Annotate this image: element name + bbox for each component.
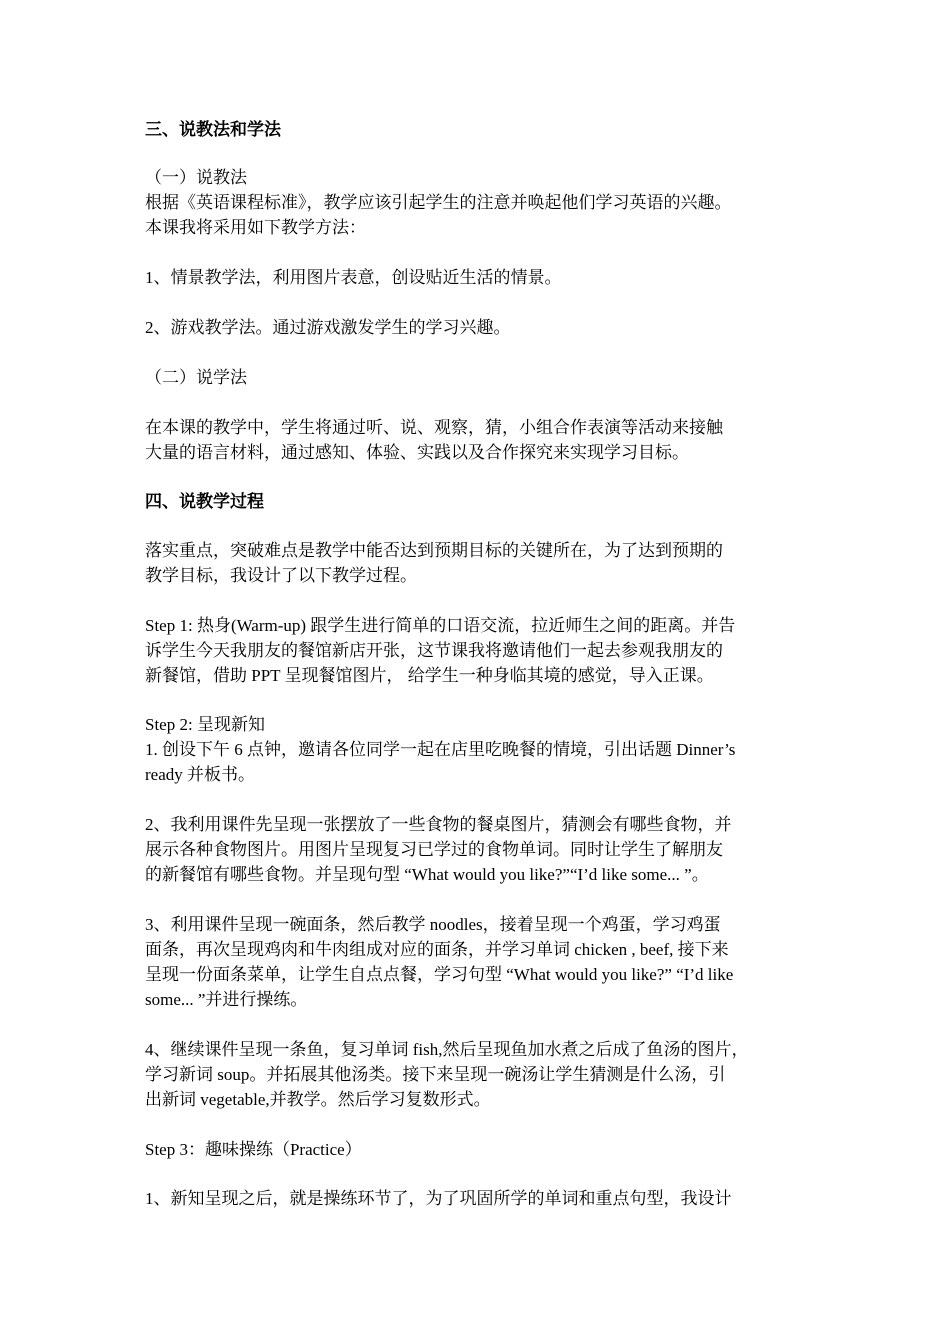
paragraph-line: 1、新知呈现之后，就是操练环节了，为了巩固所学的单词和重点句型，我设计 [145,1189,732,1208]
paragraph-line: 大量的语言材料，通过感知、体验、实践以及合作探究来实现学习目标。 [145,443,689,462]
paragraph-line: 学习新词 soup。并拓展其他汤类。接下来呈现一碗汤让学生猜测是什么汤，引 [145,1065,726,1084]
list-item: 2、游戏教学法。通过游戏激发学生的学习兴趣。 [145,318,511,337]
subheading: （二）说学法 [145,368,247,387]
section-heading: 三、说教法和学法 [145,120,281,139]
paragraph-line: 2、我利用课件先呈现一张摆放了一些食物的餐桌图片，猜测会有哪些食物，并 [145,815,732,834]
paragraph-line: 1. 创设下午 6 点钟，邀请各位同学一起在店里吃晚餐的情境，引出话题 Dinner’s [145,740,736,759]
paragraph-line: 的新餐馆有哪些食物。并呈现句型 “What would you like?”“I’d like some... ”。 [145,865,709,884]
paragraph-line: 展示各种食物图片。用图片呈现复习已学过的食物单词。同时让学生了解朋友 [145,840,723,859]
paragraph-line: 呈现一份面条菜单，让学生自点点餐，学习句型 “What would you like?” “I’d like [145,965,734,984]
step-title: Step 3：趣味操练（Practice） [145,1140,362,1159]
paragraph-line: 根据《英语课程标准》，教学应该引起学生的注意并唤起他们学习英语的兴趣。 [145,193,732,212]
paragraph-line: 落实重点，突破难点是教学中能否达到预期目标的关键所在，为了达到预期的 [145,541,723,560]
paragraph-line: 诉学生今天我朋友的餐馆新店开张，这节课我将邀请他们一起去参观我朋友的 [145,641,723,660]
subheading: （一）说教法 [145,168,247,187]
paragraph-line: ready 并板书。 [145,765,256,784]
step-title: Step 2: 呈现新知 [145,715,265,734]
section-heading: 四、说教学过程 [145,492,264,511]
list-item: 1、情景教学法，利用图片表意，创设贴近生活的情景。 [145,268,562,287]
paragraph-line: 新餐馆，借助 PPT 呈现餐馆图片， 给学生一种身临其境的感觉，导入正课。 [145,666,714,685]
paragraph-line: 出新词 vegetable,并教学。然后学习复数形式。 [145,1090,491,1109]
paragraph-line: 3、利用课件呈现一碗面条，然后教学 noodles，接着呈现一个鸡蛋，学习鸡蛋 [145,915,721,934]
paragraph-line: 面条，再次呈现鸡肉和牛肉组成对应的面条，并学习单词 chicken , beef, 接下来 [145,940,729,959]
paragraph-line: 教学目标，我设计了以下教学过程。 [145,566,417,585]
paragraph-line: Step 1: 热身(Warm-up) 跟学生进行简单的口语交流，拉近师生之间的距离。并告 [145,616,736,635]
paragraph-line: some... ”并进行操练。 [145,990,308,1009]
paragraph-line: 4、继续课件呈现一条鱼，复习单词 fish,然后呈现鱼加水煮之后成了鱼汤的图片， [145,1040,749,1059]
paragraph-line: 本课我将采用如下教学方法： [145,218,366,237]
paragraph-line: 在本课的教学中，学生将通过听、说、观察，猜，小组合作表演等活动来接触 [145,418,723,437]
